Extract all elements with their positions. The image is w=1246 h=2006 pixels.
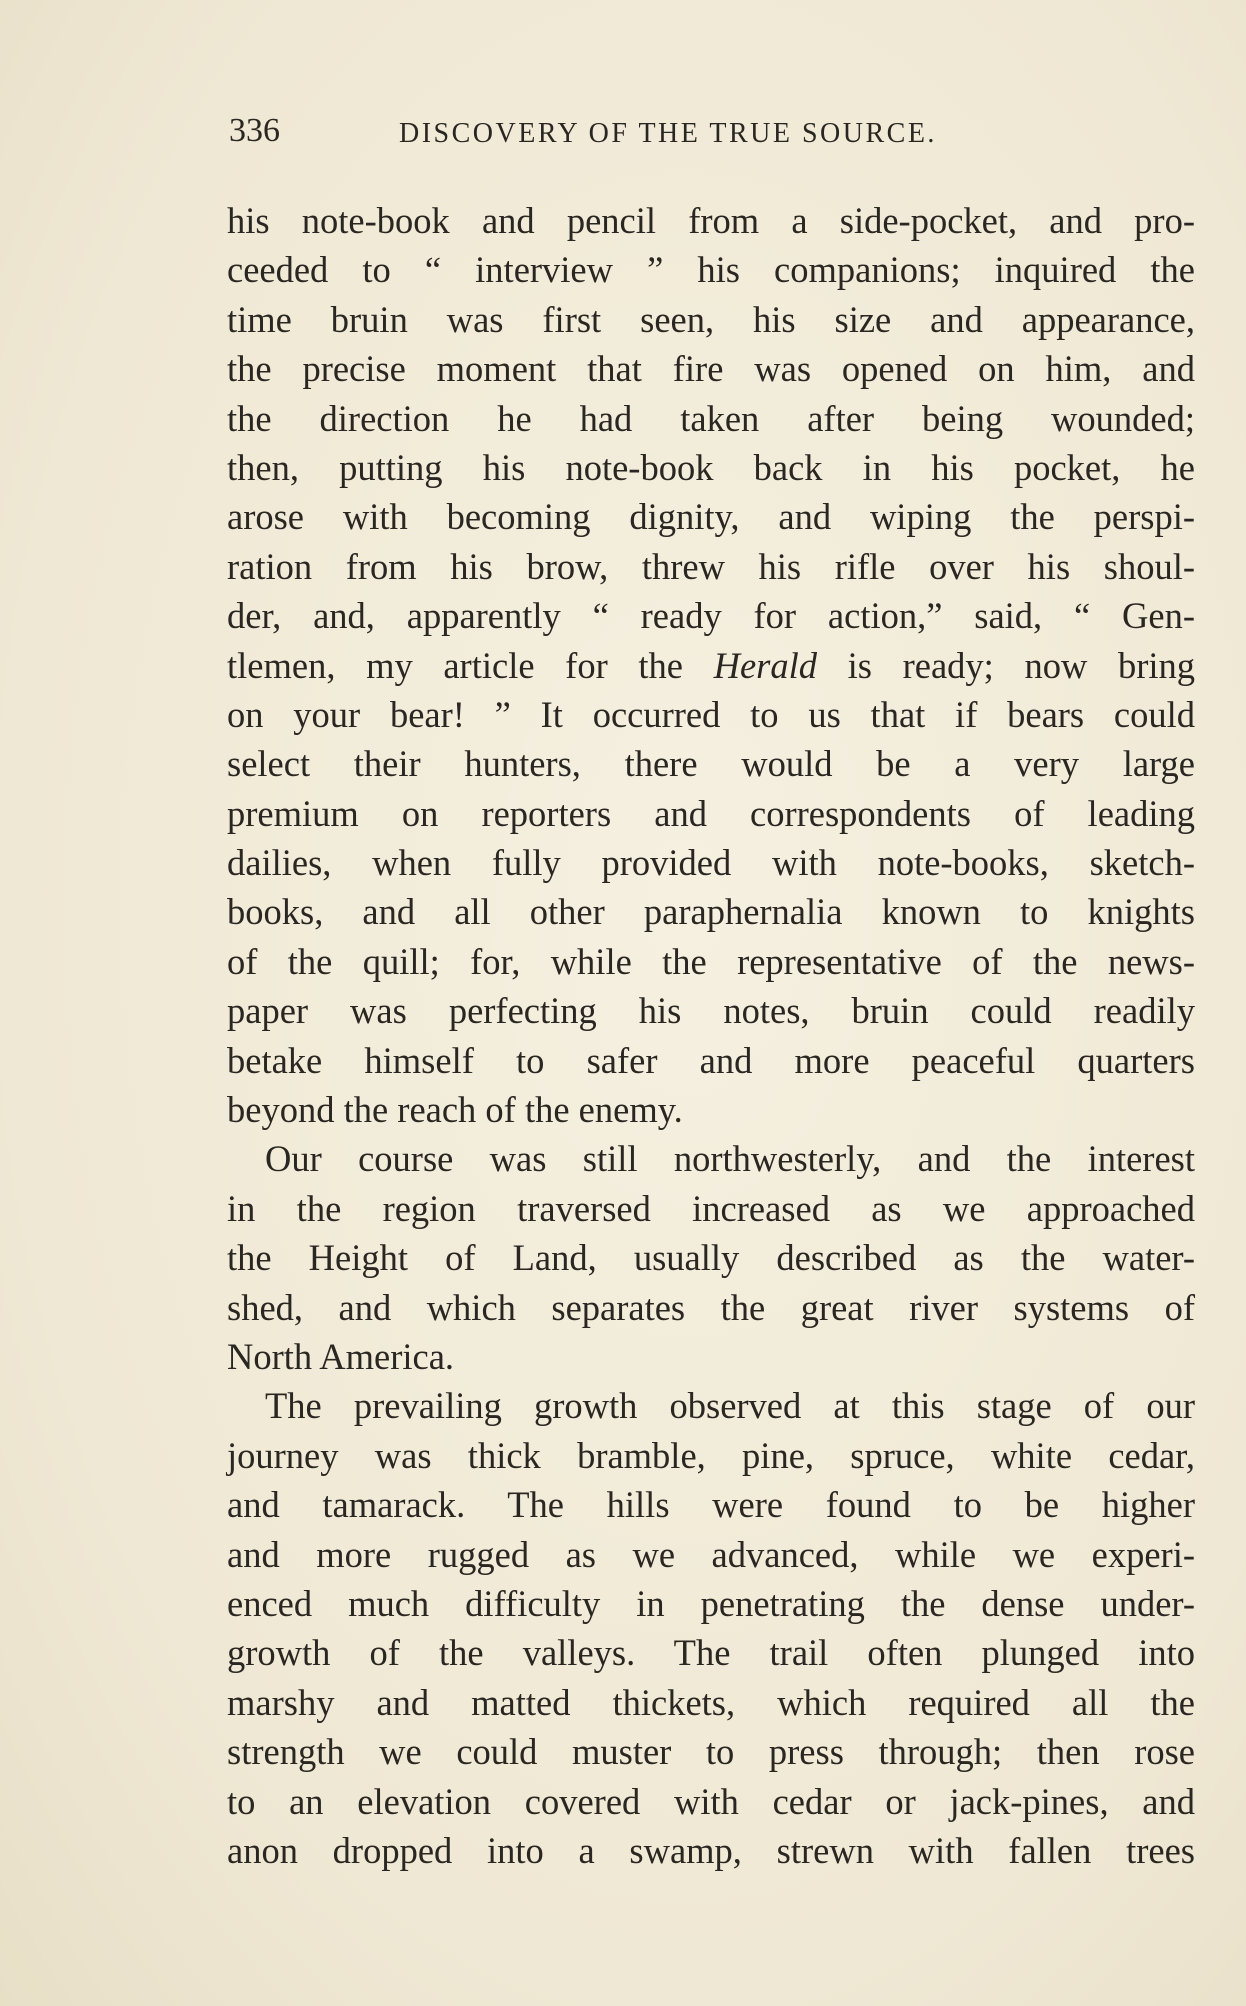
text-line: dailies, when fully provided with note-books, sketch- — [227, 842, 1195, 884]
text-line: beyond the reach of the enemy. — [227, 1089, 683, 1131]
text-line: the Height of Land, usually described as the water- — [227, 1237, 1195, 1279]
text-line: journey was thick bramble, pine, spruce, white cedar, — [227, 1434, 1195, 1476]
text-line: ration from his brow, threw his rifle over his shoul- — [227, 545, 1195, 587]
text-segment: tlemen, my article for the — [227, 644, 714, 686]
text-line: time bruin was first seen, his size and appearance, — [227, 298, 1195, 340]
running-header — [229, 108, 1029, 156]
body-text — [227, 196, 1195, 1875]
text-segment: is ready; now bring — [817, 644, 1196, 686]
text-line: paper was perfecting his notes, bruin could readily — [227, 990, 1195, 1032]
text-line: premium on reporters and correspondents of leading — [227, 792, 1195, 834]
text-line: anon dropped into a swamp, strewn with fallen trees — [227, 1829, 1195, 1871]
text-line: and tamarack. The hills were found to be higher — [227, 1484, 1195, 1526]
text-line: and more rugged as we advanced, while we experi- — [227, 1533, 1195, 1575]
text-line: on your bear! ” It occurred to us that if bears could — [227, 693, 1195, 735]
text-line: shed, and which separates the great river systems of — [227, 1286, 1195, 1328]
text-line: The prevailing growth observed at this stage of our — [265, 1385, 1195, 1427]
text-line: der, and, apparently “ ready for action,” said, “ Gen- — [227, 595, 1195, 637]
text-line: North America. — [227, 1335, 455, 1377]
text-line: ceeded to “ interview ” his companions; inquired the — [227, 249, 1195, 291]
text-line: arose with becoming dignity, and wiping the perspi- — [227, 496, 1195, 538]
text-line: the direction he had taken after being wounded; — [227, 397, 1195, 439]
text-line: books, and all other paraphernalia known to knights — [227, 891, 1195, 933]
text-line: enced much difficulty in penetrating the dense under- — [227, 1582, 1195, 1624]
text-line: select their hunters, there would be a very large — [227, 743, 1195, 785]
text-line: to an elevation covered with cedar or jack-pines, and — [227, 1780, 1195, 1822]
page-number: 336 — [229, 112, 280, 149]
newspaper-name: Herald — [713, 644, 818, 686]
text-line: then, putting his note-book back in his pocket, he — [227, 446, 1195, 488]
text-line: in the region traversed increased as we approached — [227, 1187, 1195, 1229]
text-line: betake himself to safer and more peaceful quarters — [227, 1039, 1195, 1081]
running-title: DISCOVERY OF THE TRUE SOURCE. — [399, 118, 937, 149]
text-line: strength we could muster to press through; then rose — [227, 1731, 1195, 1773]
text-line: growth of the valleys. The trail often plunged into — [227, 1632, 1195, 1674]
text-line: Our course was still northwesterly, and the interest — [265, 1138, 1195, 1180]
text-line: the precise moment that fire was opened on him, and — [227, 348, 1195, 390]
text-line — [227, 641, 1195, 690]
text-line: marshy and matted thickets, which required all the — [227, 1681, 1195, 1723]
text-line: of the quill; for, while the representative of the news- — [227, 940, 1195, 982]
text-line: his note-book and pencil from a side-pocket, and pro- — [227, 200, 1195, 241]
